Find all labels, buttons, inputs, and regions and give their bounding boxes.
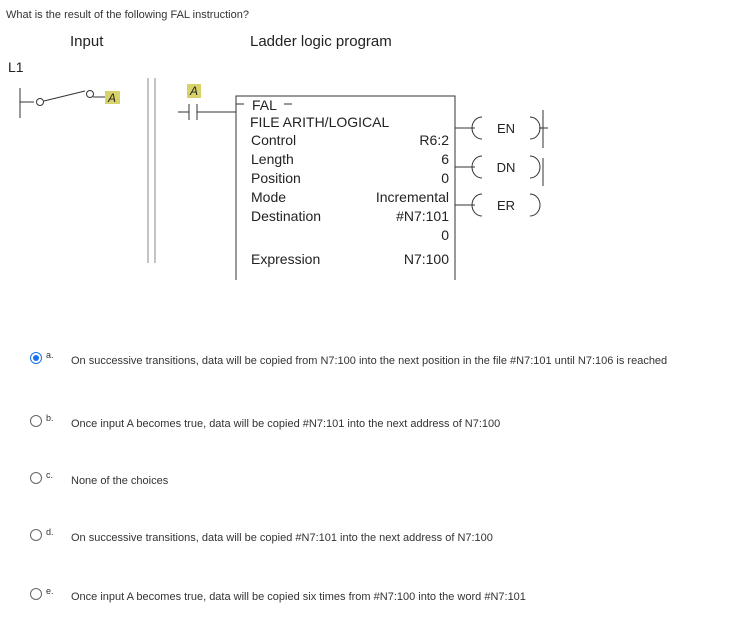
contact-label: A (190, 84, 199, 98)
block-row-value: N7:100 (403, 251, 449, 267)
output-coil-er (472, 194, 540, 216)
option-letter: b. (46, 413, 54, 423)
block-row-value: 6 (441, 151, 449, 167)
program-header: Ladder logic program (250, 33, 392, 50)
block-row-label: Position (251, 170, 301, 186)
option-e-radio[interactable] (30, 588, 42, 600)
block-row-label: Length (251, 151, 294, 167)
option-b-radio[interactable] (30, 415, 42, 427)
option-letter: c. (46, 470, 54, 480)
output-coil-label: DN (496, 160, 516, 175)
contact-a-icon (178, 104, 208, 120)
output-coil-dn (472, 156, 540, 178)
option-c-radio[interactable] (30, 472, 42, 484)
option-a-text[interactable]: On successive transitions, data will be copied from N7:100 into the next position in the file #N7:101 until N7:106 is reached (71, 355, 668, 367)
option-e-text[interactable]: Once input A becomes true, data will be copied six times from #N7:100 into the word #N7:101 (71, 591, 526, 603)
rail-label: L1 (8, 59, 24, 75)
ladder-diagram (0, 30, 729, 280)
block-row-value: R6:2 (419, 132, 449, 148)
block-row-label: Destination (251, 208, 322, 224)
block-row-label: Mode (251, 189, 287, 205)
option-d-text[interactable]: On successive transitions, data will be copied #N7:101 into the next address of N7:100 (71, 532, 493, 544)
output-coil-label: ER (496, 198, 516, 213)
input-header: Input (70, 33, 104, 50)
block-rows (251, 132, 449, 267)
block-title: FAL (252, 97, 277, 113)
option-d-radio[interactable] (30, 529, 42, 541)
option-b-text[interactable]: Once input A becomes true, data will be copied #N7:101 into the next address of N7:100 (71, 418, 501, 430)
question-text: What is the result of the following FAL instruction? (6, 9, 249, 21)
option-a-radio[interactable] (30, 352, 42, 364)
output-coil-en (472, 117, 540, 139)
option-c-text[interactable]: None of the choices (71, 475, 169, 487)
block-row-value: 0 (441, 170, 449, 186)
switch-label: A (108, 91, 117, 105)
option-letter: a. (46, 350, 54, 360)
output-coil-label: EN (496, 121, 516, 136)
block-row-value: Incremental (375, 189, 449, 205)
block-row-value: #N7:101 (396, 208, 449, 224)
option-letter: e. (46, 586, 54, 596)
option-letter: d. (46, 527, 54, 537)
block-row-label: Expression (251, 251, 321, 267)
outputs (472, 117, 540, 216)
block-row-value: 0 (441, 227, 449, 243)
block-subtitle: FILE ARITH/LOGICAL (250, 114, 390, 130)
input-switch-icon (37, 91, 109, 106)
block-row-label: Control (251, 132, 297, 148)
